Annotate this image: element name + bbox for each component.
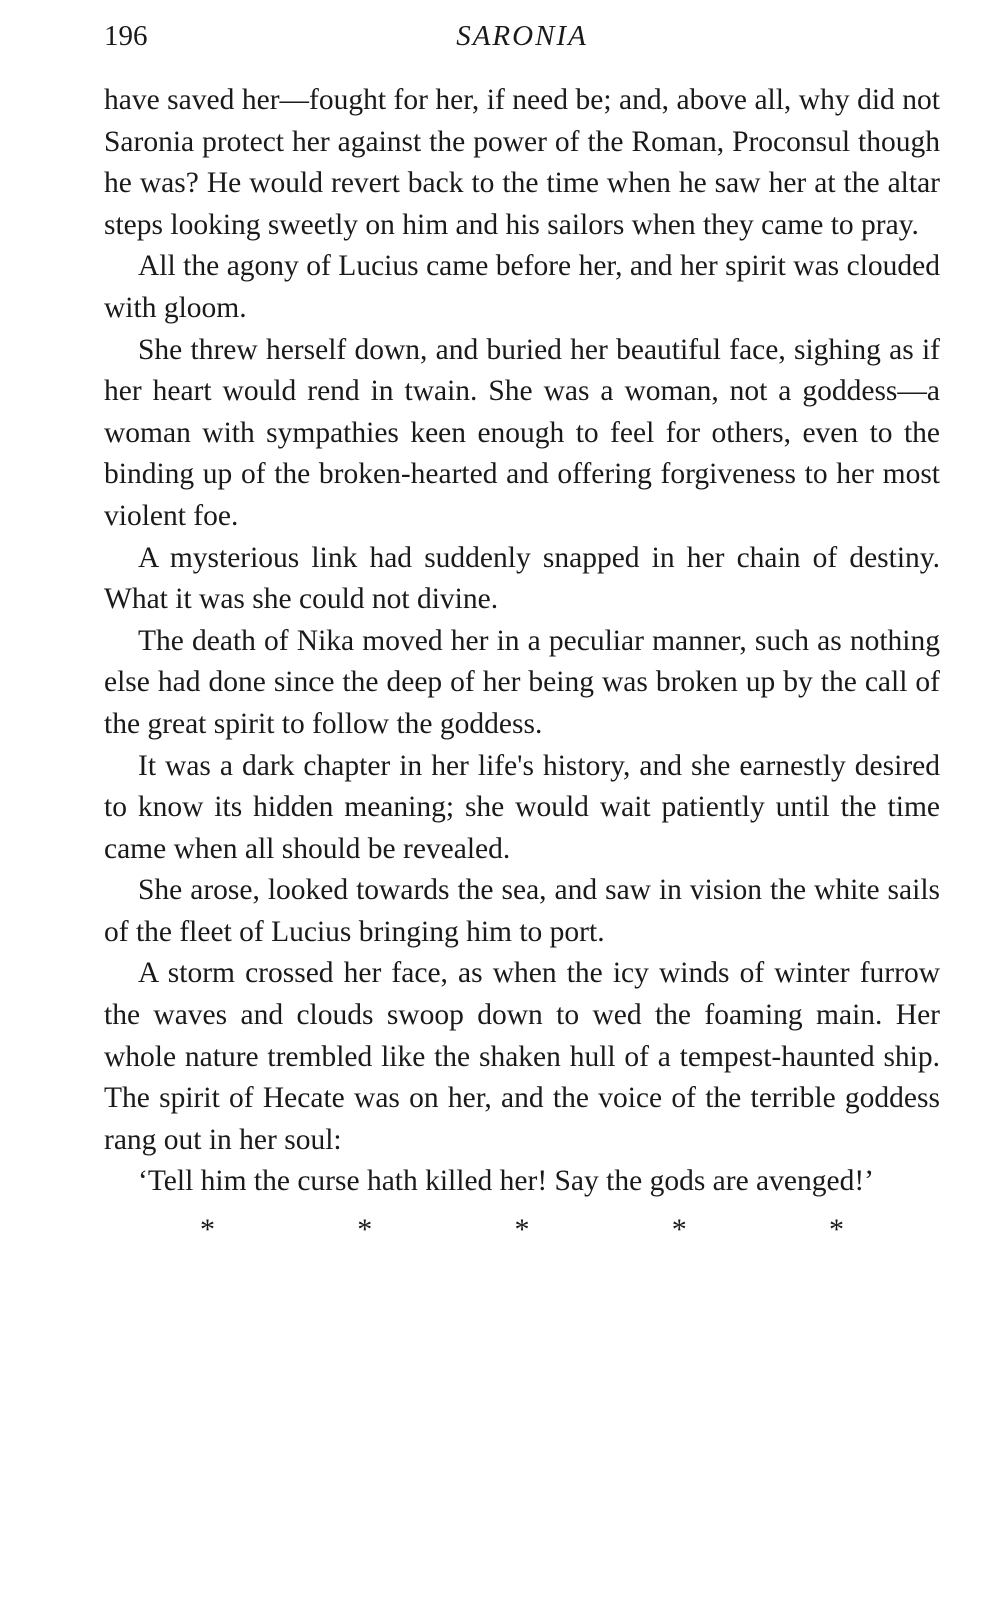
- paragraph: have saved her—fought for her, if need be; and, above all, why did not Saronia protect her against the power of the Roman, Proconsul though he was? He would revert back to the time when he saw her at the altar steps looking sweetly on him and his sailors when they came to pray.: [104, 84, 940, 241]
- asterisk: *: [357, 1213, 373, 1247]
- book-page: [104, 14, 940, 1245]
- asterisk: *: [829, 1213, 844, 1247]
- page-number: 196: [104, 20, 148, 52]
- running-title: SARONIA: [456, 20, 588, 52]
- paragraph: The death of Nika moved her in a peculiar manner, such as nothing else had done since the deep of her being was broken up by the call of the great spirit to follow the goddess.: [104, 624, 940, 740]
- paragraph: A storm crossed her face, as when the icy winds of winter furrow the waves and clouds swoop down to wed the foaming main. Her whole nature trembled like the shaken hull of a tempest-haunted ship. The spirit of Hecate was on her, and the voice of the terrible goddess rang out in her soul:: [104, 957, 940, 1156]
- asterisk: *: [671, 1213, 687, 1247]
- asterisk: *: [514, 1213, 530, 1247]
- asterisk: *: [200, 1213, 215, 1247]
- paragraph: She threw herself down, and buried her beautiful face, sighing as if her heart would rend in twain. She was a woman, not a goddess—a woman with sympathies keen enough to feel for others, even to the binding up of the broken-hearted and offering forgiveness to her most violent foe.: [104, 333, 940, 532]
- section-break-asterisks: [104, 1215, 940, 1245]
- paragraph: She arose, looked towards the sea, and saw in vision the white sails of the fleet of Lucius bringing him to port.: [104, 874, 940, 948]
- page-header: [104, 14, 940, 58]
- paragraph: It was a dark chapter in her life's history, and she earnestly desired to know its hidden meaning; she would wait patiently until the time came when all should be revealed.: [104, 749, 940, 865]
- body-text: [104, 80, 940, 1203]
- paragraph: All the agony of Lucius came before her, and her spirit was clouded with gloom.: [104, 250, 940, 324]
- paragraph: A mysterious link had suddenly snapped in her chain of destiny. What it was she could not divine.: [104, 541, 940, 616]
- paragraph: ‘Tell him the curse hath killed her! Say the gods are avenged!’: [138, 1165, 874, 1198]
